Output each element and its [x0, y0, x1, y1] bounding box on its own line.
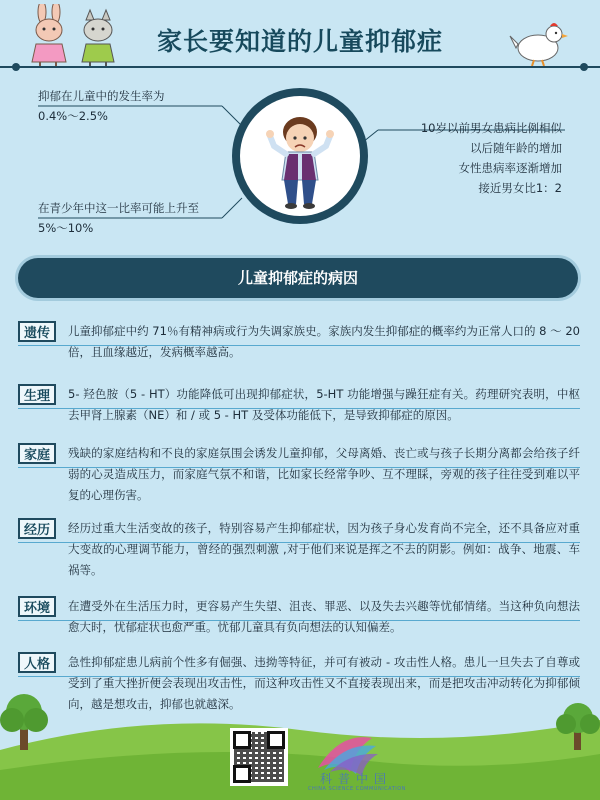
title-divider: [0, 66, 600, 68]
cause-text: 儿童抑郁症中约 71％有精神病或行为失调家族史。家族内发生抑郁症的概率约为正常人口的 8 ～ 20 倍，且血缘越近，发病概率越高。: [68, 324, 580, 359]
cause-label: 经历: [18, 518, 56, 539]
childhood-rate-stat: [38, 86, 165, 126]
cause-label: 遗传: [18, 321, 56, 342]
gender-ratio-line: 10岁以前男女患病比例相似: [420, 121, 562, 135]
gender-ratio-line: 女性患病率逐渐增加: [458, 161, 562, 175]
cause-label: 人格: [18, 652, 56, 673]
qr-code: [230, 728, 288, 786]
section-banner: [18, 258, 578, 298]
childhood-rate-label: 抑郁在儿童中的发生率为: [38, 89, 165, 103]
cause-text: 残缺的家庭结构和不良的家庭氛围会诱发儿童抑郁，父母离婚、丧亡或与孩子长期分离都会给孩子纤弱的心灵造成压力，而家庭气氛不和谐，比如家长经常争吵、互不理睬，旁观的孩子往往受到难以平复的心理伤害。: [68, 446, 580, 502]
teen-rate-value: 5%～10%: [38, 221, 94, 235]
teen-rate-label: 在青少年中这一比率可能上升至: [38, 201, 199, 215]
gender-ratio-line: 以后随年龄的增加: [470, 141, 562, 155]
cause-text: 5- 羟色胺（5 - HT）功能降低可出现抑郁症状，5-HT 功能增强与躁狂症有关。药理研究表明，中枢去甲肾上腺素（NE）和 / 或 5 - HT 及受体功能低下，是导致抑郁症的原因。: [68, 387, 580, 422]
logo-subtext: CHINA SCIENCE COMMUNICATION: [308, 786, 406, 792]
cause-label: 生理: [18, 384, 56, 405]
page-title: 家长要知道的儿童抑郁症: [156, 27, 443, 56]
logo-text: 科普中国: [320, 772, 393, 786]
cause-label: 家庭: [18, 443, 56, 464]
cause-text: 急性抑郁症患儿病前个性多有倔强、违拗等特征，并可有被动 - 攻击性人格。患儿一旦失去了自尊或受到了重大挫折便会表现出攻击性，而这种攻击性又不直接表现出来，而是把攻击冲动转化为抑郁倾向，越是想攻击，抑郁也就越深。: [68, 655, 580, 711]
cause-label: 环境: [18, 596, 56, 617]
child-portrait-circle: [232, 88, 368, 224]
grass-illustration: [0, 690, 600, 800]
gender-ratio-stat: [421, 118, 562, 198]
cause-text: 经历过重大生活变故的孩子，特别容易产生抑郁症状，因为孩子身心发育尚不完全，还不具备应对重大变故的心理调节能力，曾经的强烈刺激 ,对于他们来说是挥之不去的阴影。例如：战争、地震、车祸等。: [68, 521, 580, 577]
teen-rate-stat: [38, 198, 199, 238]
childhood-rate-value: 0.4%～2.5%: [38, 109, 108, 123]
crying-boy-illustration: [240, 96, 360, 216]
section-title: 儿童抑郁症的病因: [237, 269, 358, 287]
cause-text: 在遭受外在生活压力时，更容易产生失望、沮丧、罪恶、以及失去兴趣等忧郁情绪。当这种负向想法愈大时，忧郁症状也愈严重。忧郁儿童具有负向想法的认知偏差。: [68, 599, 580, 634]
gender-ratio-line: 接近男女比1：2: [478, 181, 562, 195]
